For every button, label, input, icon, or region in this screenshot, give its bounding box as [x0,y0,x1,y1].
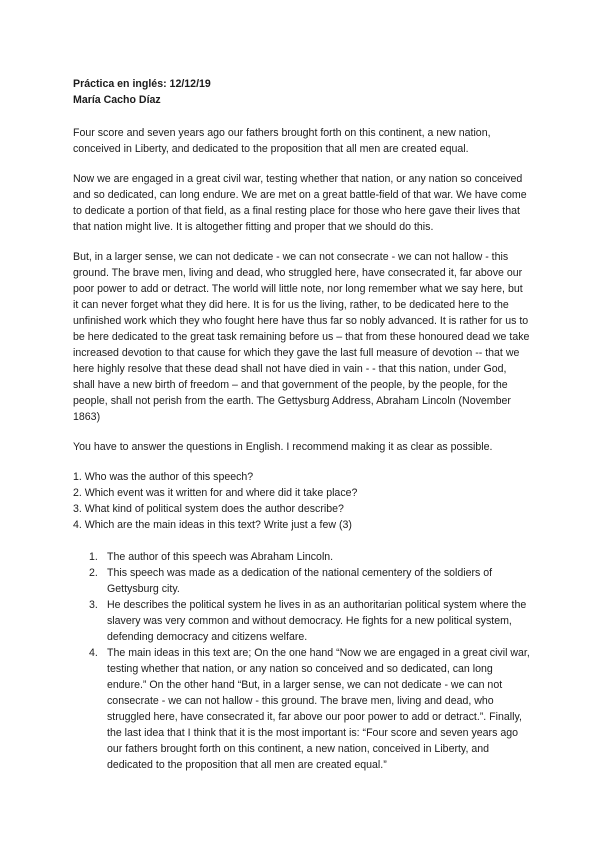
speech-paragraph-2: Now we are engaged in a great civil war, testing whether that nation, or any nation so conceived and so dedicated, can long endure. We are met on a great battle-field of that war. We have come to dedicate a portion of that field, as a final resting place for those who here gave their lives that that nation might live. It is altogether fitting and proper that we should do this. [73,173,527,233]
answer-number: 4. [89,647,98,659]
answer-number: 3. [89,599,98,611]
answer-item [89,645,530,773]
answer-item [89,549,530,565]
answer-item [89,597,530,645]
question-item: 1. Who was the author of this speech? [73,471,254,483]
answer-text: This speech was made as a dedication of the national cementery of the soldiers of Gettysburg city. [107,567,493,595]
instructions: You have to answer the questions in English. I recommend making it as clear as possible. [73,441,493,453]
question-item: 3. What kind of political system does the author describe? [73,503,344,515]
speech-paragraph-3: But, in a larger sense, we can not dedicate - we can not consecrate - we can not hallow - this ground. The brave men, living and dead, who struggled here, have consecrated it, far above our poor power to add or detract. The world will little note, nor long remember what we say here, but it can never forget what they did here. It is for us the living, rather, to be dedicated here to the unfinished work which they who fought here have thus far so nobly advanced. It is rather for us to be here dedicated to the great task remaining before us – that from these honoured dead we take increased devotion to that cause for which they gave the last full measure of devotion -- that we here highly resolve that these dead shall not have died in vain - - that this nation, under God, shall have a new birth of freedom – and that government of the people, by the people, for the people, shall not perish from the earth. The Gettysburg Address, Abraham Lincoln (November 1863) [73,251,530,423]
answer-text: The author of this speech was Abraham Lincoln. [107,551,334,563]
answer-number: 1. [89,551,98,563]
speech-paragraph-1: Four score and seven years ago our fathers brought forth on this continent, a new nation, conceived in Liberty, and dedicated to the proposition that all men are created equal. [73,127,491,155]
answer-number: 2. [89,567,98,579]
answer-text: He describes the political system he lives in as an authoritarian political system where the slavery was very common and without democracy. He fights for a new political system, defending democracy and citizens welfare. [107,599,527,643]
document-header [73,76,530,108]
answer-list [73,549,530,773]
document-title: Práctica en inglés: 12/12/19 [73,78,211,90]
question-item: 2. Which event was it written for and where did it take place? [73,487,358,499]
answer-text: The main ideas in this text are; On the one hand “Now we are engaged in a great civil war, testing whether that nation, or any nation so conceived and so dedicated, can long endure.” On the other hand “But, in a larger sense, we can not dedicate - we can not consecrate - we can not hallow - this ground. The brave men, living and dead, who struggled here, have consecrated it, far above our poor power to add or detract.”. Finally, the last idea that I think that it is the most important is: “Four score and seven years ago our fathers brought forth on this continent, a new nation, conceived in Liberty, and dedicated to the proposition that all men are created equal.” [107,647,530,771]
question-list [73,469,530,533]
question-item: 4. Which are the main ideas in this text? Write just a few (3) [73,519,352,531]
student-name: María Cacho Díaz [73,94,161,106]
answer-item [89,565,530,597]
